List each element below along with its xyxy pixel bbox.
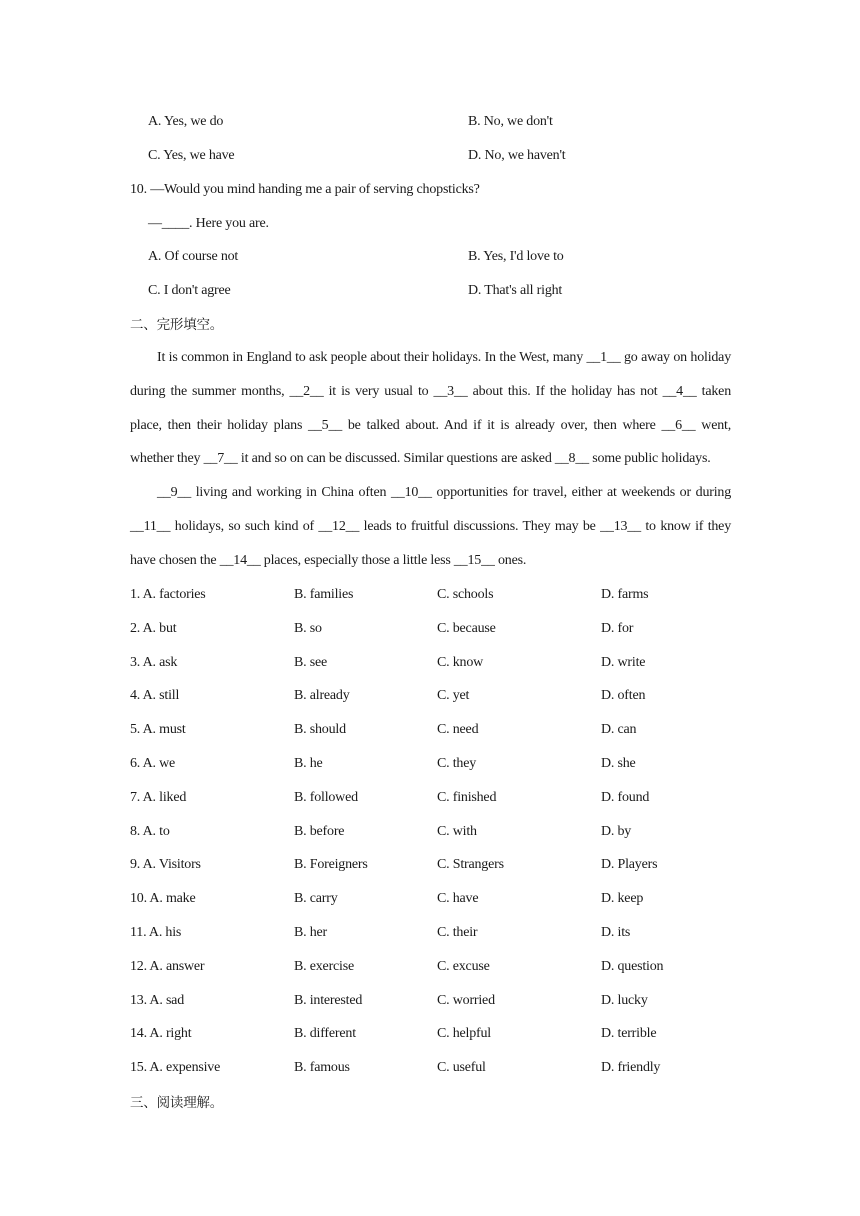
- cloze-q9-option-a: 9. A. Visitors: [130, 857, 201, 873]
- q10-question: 10. —Would you mind handing me a pair of serving chopsticks?: [130, 182, 480, 197]
- cloze-q6-option-c: C. they: [437, 756, 477, 771]
- cloze-q4-option-a: 4. A. still: [130, 688, 180, 704]
- cloze-q3-option-b: B. see: [294, 654, 328, 670]
- q9-option-b: B. No, we don't: [468, 114, 553, 129]
- cloze-q3-option-c: C. know: [437, 654, 484, 670]
- cloze-q2-option-b: B. so: [294, 620, 322, 636]
- cloze-q13-option-b: B. interested: [294, 992, 363, 1008]
- cloze-q10-option-c: C. have: [437, 891, 479, 907]
- cloze-q10-option-d: D. keep: [601, 891, 644, 907]
- cloze-q13-option-d: D. lucky: [601, 992, 648, 1008]
- cloze-q1-option-c: C. schools: [437, 587, 494, 602]
- cloze-q6-option-a: 6. A. we: [130, 756, 176, 771]
- cloze-q5-option-d: D. can: [601, 722, 637, 738]
- cloze-q11-option-c: C. their: [437, 925, 478, 940]
- cloze-q15-option-c: C. useful: [437, 1060, 486, 1076]
- cloze-q3-option-a: 3. A. ask: [130, 654, 178, 670]
- cloze-q15-option-a: 15. A. expensive: [130, 1060, 221, 1076]
- cloze-passage: [130, 341, 731, 578]
- cloze-q7-option-d: D. found: [601, 789, 650, 805]
- cloze-q3-option-d: D. write: [601, 654, 646, 670]
- cloze-q10-option-b: B. carry: [294, 891, 338, 907]
- cloze-q13-option-a: 13. A. sad: [130, 992, 185, 1008]
- cloze-q12-option-a: 12. A. answer: [130, 958, 205, 974]
- cloze-q6-option-b: B. he: [294, 756, 323, 771]
- cloze-q1-option-a: 1. A. factories: [130, 587, 206, 602]
- cloze-q5-option-b: B. should: [294, 722, 346, 738]
- q10-answer-line: —____. Here you are.: [148, 216, 269, 231]
- q10-option-c: C. I don't agree: [148, 283, 231, 298]
- cloze-q12-option-b: B. exercise: [294, 958, 354, 974]
- cloze-q4-option-b: B. already: [294, 688, 350, 704]
- cloze-q9-option-c: C. Strangers: [437, 857, 504, 873]
- q9-option-c: C. Yes, we have: [148, 148, 235, 163]
- cloze-q15-option-b: B. famous: [294, 1060, 350, 1076]
- cloze-q8-option-c: C. with: [437, 823, 477, 839]
- cloze-q7-option-b: B. followed: [294, 789, 358, 805]
- cloze-q12-option-d: D. question: [601, 958, 664, 974]
- cloze-q5-option-a: 5. A. must: [130, 722, 186, 738]
- cloze-q12-option-c: C. excuse: [437, 958, 490, 974]
- cloze-q15-option-d: D. friendly: [601, 1060, 661, 1076]
- cloze-q11-option-a: 11. A. his: [130, 925, 182, 940]
- cloze-q14-option-c: C. helpful: [437, 1026, 491, 1042]
- section2-heading: 二、完形填空。: [130, 317, 224, 333]
- cloze-q9-option-b: B. Foreigners: [294, 857, 368, 873]
- cloze-q9-option-d: D. Players: [601, 857, 658, 873]
- cloze-q14-option-b: B. different: [294, 1026, 356, 1042]
- cloze-q11-option-b: B. her: [294, 925, 328, 940]
- cloze-q14-option-a: 14. A. right: [130, 1026, 192, 1042]
- cloze-q7-option-c: C. finished: [437, 789, 497, 805]
- cloze-q1-option-b: B. families: [294, 587, 354, 602]
- cloze-paragraph-1: It is common in England to ask people about their holidays. In the West, many __1__ go away on holiday during the summer months, __2__ it is very usual to __3__ about this. If the holiday has not __4__ taken place, then their holiday plans __5__ be talked about. And if it is already over, then where __6__ went, whether they __7__ it and so on can be discussed. Similar questions are asked __8__ some public holidays.: [130, 350, 731, 467]
- cloze-q13-option-c: C. worried: [437, 992, 495, 1008]
- q9-option-a: A. Yes, we do: [148, 114, 224, 129]
- cloze-q5-option-c: C. need: [437, 722, 479, 738]
- cloze-q6-option-d: D. she: [601, 756, 636, 771]
- cloze-paragraph-2: __9__ living and working in China often __10__ opportunities for travel, either at weekends or during __11__ holidays, so such kind of __12__ leads to fruitful discussions. They may be __13__ to know if they have chosen the __14__ places, especially those a little less __15__ ones.: [130, 485, 731, 568]
- cloze-q4-option-c: C. yet: [437, 688, 470, 704]
- cloze-q11-option-d: D. its: [601, 925, 631, 940]
- cloze-q4-option-d: D. often: [601, 688, 646, 704]
- cloze-q7-option-a: 7. A. liked: [130, 789, 187, 805]
- cloze-q8-option-b: B. before: [294, 823, 345, 839]
- cloze-q2-option-c: C. because: [437, 620, 496, 636]
- q10-option-d: D. That's all right: [468, 283, 563, 298]
- q9-option-d: D. No, we haven't: [468, 148, 566, 163]
- cloze-q1-option-d: D. farms: [601, 587, 649, 602]
- section3-heading: 三、阅读理解。: [130, 1095, 224, 1111]
- q10-option-a: A. Of course not: [148, 249, 239, 264]
- cloze-q10-option-a: 10. A. make: [130, 891, 196, 907]
- q10-option-b: B. Yes, I'd love to: [468, 249, 564, 264]
- cloze-q8-option-a: 8. A. to: [130, 823, 170, 839]
- cloze-q14-option-d: D. terrible: [601, 1026, 657, 1042]
- cloze-q2-option-d: D. for: [601, 620, 634, 636]
- cloze-q8-option-d: D. by: [601, 823, 632, 839]
- cloze-q2-option-a: 2. A. but: [130, 620, 177, 636]
